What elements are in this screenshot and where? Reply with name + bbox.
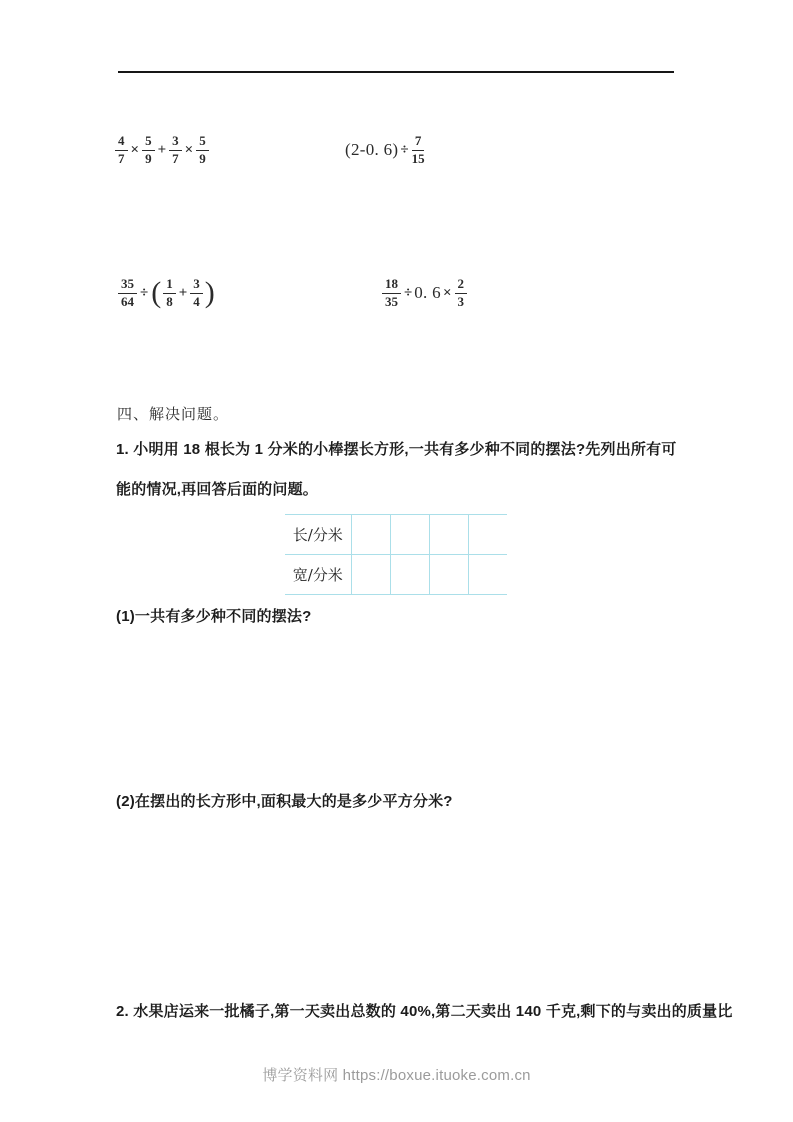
fraction xyxy=(190,277,203,309)
fraction xyxy=(115,134,128,166)
fraction-numerator: 7 xyxy=(412,134,425,151)
fraction xyxy=(163,277,176,309)
fraction xyxy=(169,134,182,166)
problem-1-question-2: (2)在摆出的长方形中,面积最大的是多少平方分米? xyxy=(116,793,453,810)
fraction-numerator: 3 xyxy=(190,277,203,294)
fraction-denominator: 9 xyxy=(199,151,206,167)
table-cell xyxy=(468,555,507,595)
fraction-denominator: 9 xyxy=(145,151,152,167)
operator: × xyxy=(184,141,194,158)
fraction-numerator: 2 xyxy=(455,277,468,294)
table-cell xyxy=(351,555,390,595)
fraction xyxy=(455,277,468,309)
header-divider xyxy=(118,71,674,73)
problem-2-text: 2. 水果店运来一批橘子,第一天卖出总数的 40%,第二天卖出 140 千克,剩下的与卖出的质量比 xyxy=(116,1003,733,1020)
problem-1-question-1: (1)一共有多少种不同的摆法? xyxy=(116,608,312,625)
fraction-denominator: 3 xyxy=(457,294,464,310)
operator: + xyxy=(178,284,188,301)
fraction-denominator: 8 xyxy=(166,294,173,310)
fraction xyxy=(142,134,155,166)
table-cell xyxy=(429,515,468,555)
operator: ÷ xyxy=(140,284,149,301)
fraction-denominator: 35 xyxy=(385,294,398,310)
table-cell xyxy=(351,515,390,555)
fraction-numerator: 18 xyxy=(382,277,401,294)
table-cell xyxy=(468,515,507,555)
operator: + xyxy=(157,141,167,158)
fraction-numerator: 35 xyxy=(118,277,137,294)
math-expression-3 xyxy=(117,277,216,309)
fraction-denominator: 7 xyxy=(172,151,179,167)
operator: × xyxy=(442,284,452,301)
fraction-denominator: 4 xyxy=(193,294,200,310)
table-row-label: 宽/分米 xyxy=(285,555,351,595)
table-cell xyxy=(429,555,468,595)
dimensions-table xyxy=(285,514,507,595)
section-heading: 四、解决问题。 xyxy=(117,407,230,423)
fraction-numerator: 3 xyxy=(169,134,182,151)
math-text: (2-0. 6) xyxy=(345,140,399,160)
fraction xyxy=(382,277,401,309)
table-cell xyxy=(390,555,429,595)
table-row-label: 长/分米 xyxy=(285,515,351,555)
math-text: 0. 6 xyxy=(414,283,441,303)
operator: ÷ xyxy=(404,284,413,301)
parenthesis: ) xyxy=(204,276,215,310)
operator: ÷ xyxy=(400,141,409,158)
fraction-denominator: 7 xyxy=(118,151,125,167)
fraction-numerator: 5 xyxy=(196,134,209,151)
table-row-length xyxy=(285,515,507,555)
fraction-numerator: 5 xyxy=(142,134,155,151)
problem-1-text: 1. 小明用 18 根长为 1 分米的小棒摆长方形,一共有多少种不同的摆法?先列出所有可能的情况,再回答后面的问题。 xyxy=(116,441,677,498)
fraction-numerator: 1 xyxy=(163,277,176,294)
watermark-text: 博学资料网 https://boxue.ituoke.com.cn xyxy=(262,1067,531,1084)
fraction-denominator: 15 xyxy=(411,151,425,167)
fraction xyxy=(196,134,209,166)
math-expression-4 xyxy=(381,277,468,309)
table-row-width xyxy=(285,555,507,595)
math-expression-2 xyxy=(345,134,426,166)
fraction-denominator: 64 xyxy=(121,294,134,310)
fraction-numerator: 4 xyxy=(115,134,128,151)
fraction xyxy=(412,134,425,166)
fraction xyxy=(118,277,137,309)
parenthesis: ( xyxy=(151,276,162,310)
operator: × xyxy=(130,141,140,158)
math-expression-1 xyxy=(114,134,210,166)
table-cell xyxy=(390,515,429,555)
